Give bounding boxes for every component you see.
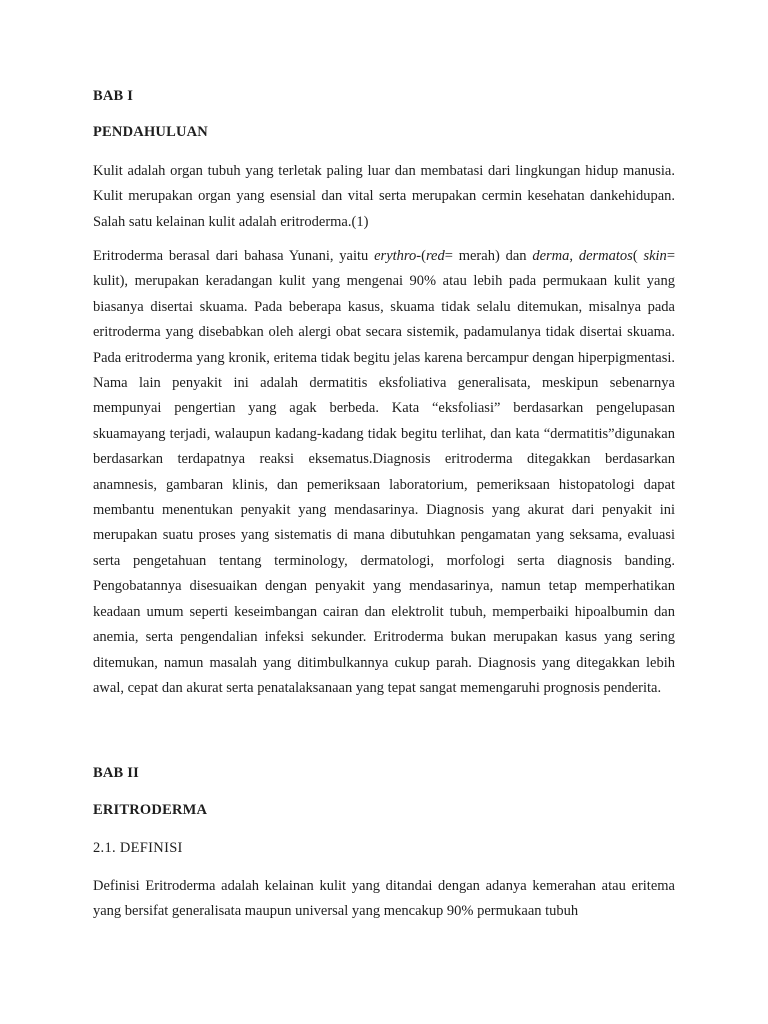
text-span: = merah) dan [444,248,533,264]
paragraph-eritroderma-origin [93,244,675,701]
text-span: Eritroderma berasal dari bahasa Yunani, yaitu [93,248,375,264]
term-italic: skin [643,248,667,264]
paragraph-intro: Kulit adalah organ tubuh yang terletak paling luar dan membatasi dari lingkungan hidup manusia. Kulit merupakan organ yang esensial dan vital serta merupakan cermin kesehatan dankehidupan. Salah satu kelainan kulit adalah eritroderma.(1) [93,163,675,230]
paragraph-definisi: Definisi Eritroderma adalah kelainan kulit yang ditandai dengan adanya kemerahan atau eritema yang bersifat generalisata maupun universal yang mencakup 90% permukaan tubuh [93,878,675,920]
term-italic: derma [532,248,570,264]
section-heading: 2.1. DEFINISI [93,840,183,856]
chapter-label: BAB I [93,88,134,104]
chapter-title: PENDAHULUAN [93,124,208,140]
term-italic: dermatos [578,248,633,264]
text-span: ( [421,248,426,264]
term-italic: erythro- [374,248,422,264]
term-italic: red [425,248,445,264]
chapter-title: ERITRODERMA [93,802,208,818]
text-span: ( [632,248,644,264]
chapter-label: BAB II [93,765,139,781]
text-span: = kulit), merupakan keradangan kulit yang mengenai 90% atau lebih pada permukaan kulit yang biasanya disertai skuama. Pada beberapa kasus, skuama tidak selalu ditemukan, misalnya pada eritroderma yang disebabkan oleh alergi obat secara sistemik, padamulanya tidak disertai skuama. Pada eritroderma yang kronik, eritema tidak begitu jelas karena bercampur dengan hiperpigmentasi. Nama lain penyakit ini adalah dermatitis eksfoliativa generalisata, meskipun sebenarnya mempunyai pengertian yang agak berbeda. Kata “eksfoliasi” berdasarkan pengelupasan skuamayang terjadi, walaupun kadang-kadang tidak begitu terlihat, dan kata “dermatitis”digunakan berdasarkan terdapatnya reaksi eksematus.Diagnosis eritroderma ditegakkan berdasarkan anamnesis, gambaran klinis, dan pemeriksaan laboratorium, pemeriksaan histopatologi dapat membantu menentukan penyakit yang mendasarinya. Diagnosis yang akurat dari penyakit ini merupakan suatu proses yang sistematis di mana dibutuhkan pengamatan yang seksama, evaluasi serta pengetahuan tentang terminology, dermatologi, morfologi serta diagnosis banding. Pengobatannya disesuaikan dengan penyakit yang mendasarinya, namun tetap memperhatikan keadaan umum seperti keseimbangan cairan dan elektrolit tubuh, memperbaiki hipoalbumin dan anemia, serta pengendalian infeksi sekunder. Eritroderma bukan merupakan kasus yang sering ditemukan, namun masalah yang ditimbulkannya cukup parah. Diagnosis yang ditegakkan lebih awal, cepat dan akurat serta penatalaksanaan yang tepat sangat memengaruhi prognosis penderita. [93,248,675,696]
text-span: , [569,248,579,264]
